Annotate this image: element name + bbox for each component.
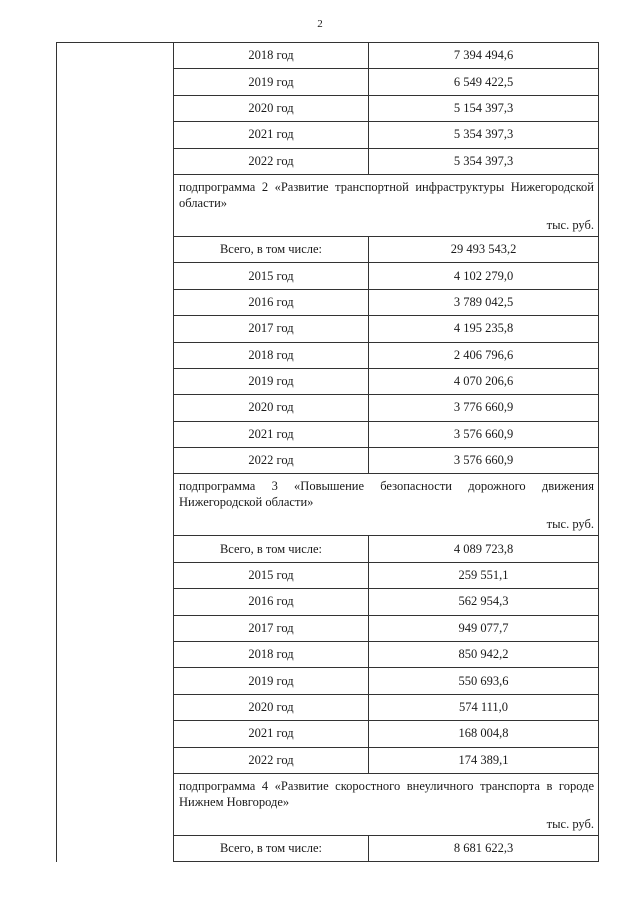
amount-value: 3 789 042,5 <box>369 289 599 315</box>
year-label: 2016 год <box>174 589 369 615</box>
amount-value: 6 549 422,5 <box>369 69 599 95</box>
subprogram-title: подпрограмма 3 «Повышение безопасности дорожного движения Нижегородской области» <box>179 479 594 510</box>
year-label: 2017 год <box>174 316 369 342</box>
left-empty-column <box>57 43 174 862</box>
amount-value: 949 077,7 <box>369 615 599 641</box>
amount-value: 4 102 279,0 <box>369 263 599 289</box>
amount-value: 2 406 796,6 <box>369 342 599 368</box>
total-value: 29 493 543,2 <box>369 236 599 262</box>
amount-value: 3 576 660,9 <box>369 448 599 474</box>
amount-value: 4 195 235,8 <box>369 316 599 342</box>
amount-value: 5 354 397,3 <box>369 148 599 174</box>
amount-value: 5 354 397,3 <box>369 122 599 148</box>
year-label: 2018 год <box>174 43 369 69</box>
amount-value: 259 551,1 <box>369 562 599 588</box>
year-label: 2015 год <box>174 263 369 289</box>
amount-value: 7 394 494,6 <box>369 43 599 69</box>
year-label: 2022 год <box>174 148 369 174</box>
year-label: 2020 год <box>174 95 369 121</box>
year-label: 2015 год <box>174 562 369 588</box>
subprogram-title: подпрограмма 2 «Развитие транспортной инфраструктуры Нижегородской области» <box>179 179 594 210</box>
total-label: Всего, в том числе: <box>174 236 369 262</box>
total-label: Всего, в том числе: <box>174 835 369 861</box>
year-label: 2020 год <box>174 395 369 421</box>
year-label: 2022 год <box>174 448 369 474</box>
unit-label: тыс. руб. <box>546 816 594 831</box>
amount-value: 574 111,0 <box>369 694 599 720</box>
total-value: 4 089 723,8 <box>369 536 599 562</box>
year-label: 2019 год <box>174 368 369 394</box>
amount-value: 168 004,8 <box>369 721 599 747</box>
year-label: 2021 год <box>174 721 369 747</box>
year-label: 2021 год <box>174 122 369 148</box>
total-value: 8 681 622,3 <box>369 835 599 861</box>
amount-value: 562 954,3 <box>369 589 599 615</box>
amount-value: 5 154 397,3 <box>369 95 599 121</box>
unit-label: тыс. руб. <box>546 517 594 532</box>
year-label: 2018 год <box>174 342 369 368</box>
subprogram-title: подпрограмма 4 «Развитие скоростного внеуличного транспорта в городе Нижнем Новгороде» <box>179 778 594 809</box>
amount-value: 3 576 660,9 <box>369 421 599 447</box>
year-label: 2020 год <box>174 694 369 720</box>
year-label: 2018 год <box>174 642 369 668</box>
page-number: 2 <box>317 18 323 30</box>
year-label: 2019 год <box>174 69 369 95</box>
financing-table-body <box>57 43 599 862</box>
amount-value: 850 942,2 <box>369 642 599 668</box>
amount-value: 3 776 660,9 <box>369 395 599 421</box>
table-row <box>57 43 599 69</box>
total-label: Всего, в том числе: <box>174 536 369 562</box>
financing-table <box>56 42 599 862</box>
amount-value: 174 389,1 <box>369 747 599 773</box>
year-label: 2016 год <box>174 289 369 315</box>
year-label: 2017 год <box>174 615 369 641</box>
amount-value: 550 693,6 <box>369 668 599 694</box>
amount-value: 4 070 206,6 <box>369 368 599 394</box>
year-label: 2022 год <box>174 747 369 773</box>
year-label: 2019 год <box>174 668 369 694</box>
unit-label: тыс. руб. <box>546 217 594 232</box>
year-label: 2021 год <box>174 421 369 447</box>
